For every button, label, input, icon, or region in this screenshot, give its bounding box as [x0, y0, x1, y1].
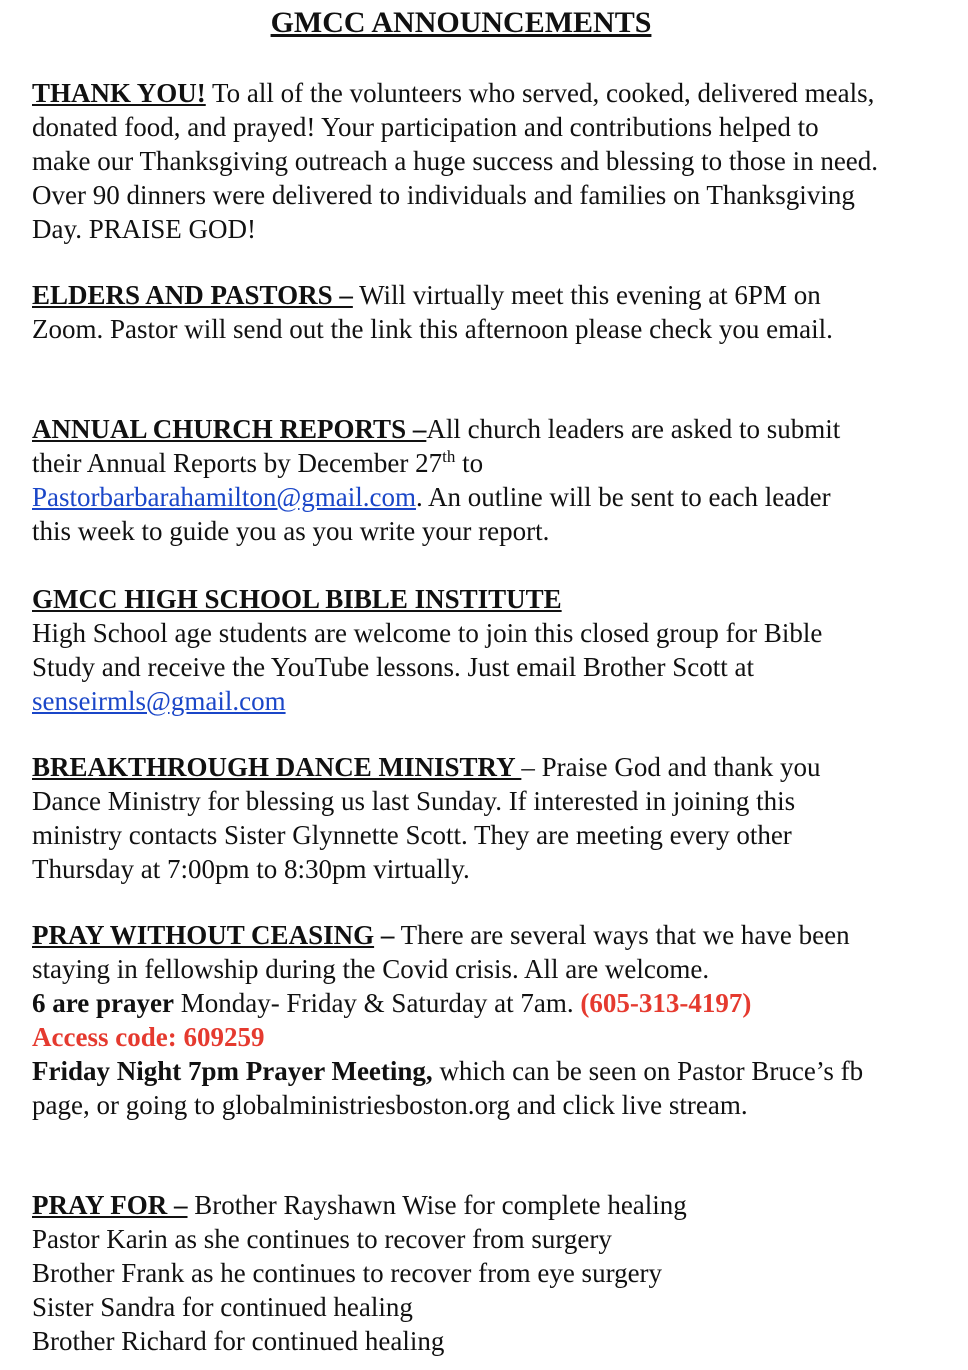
reports-section	[32, 412, 842, 548]
announcements-document	[32, 0, 932, 1356]
elders-heading: ELDERS AND PASTORS –	[32, 280, 353, 310]
pray-ceasing-section	[32, 918, 882, 1122]
pray-ceasing-heading: PRAY WITHOUT CEASING	[32, 920, 375, 950]
elders-section	[32, 278, 882, 346]
friday-prayer-line	[32, 1054, 882, 1122]
page-title: GMCC ANNOUNCEMENTS	[270, 6, 652, 39]
thank-you-body: To all of the volunteers who served, cooked, delivered meals, donated food, and prayed! Your participation and contributions helped to make our Thanksgiving outreach a huge success and blessing to those in need. Over 90 dinners were delivered to individuals and families on Thanksgiving Day. PRAISE GOD!	[32, 78, 879, 244]
pray-ceasing-dash: –	[374, 920, 395, 950]
pastor-email-link[interactable]: Pastorbarbarahamilton@gmail.com	[32, 482, 417, 512]
pray-for-heading: PRAY FOR –	[32, 1190, 188, 1220]
elders-body: Will virtually meet this evening at 6PM on Zoom. Pastor will send out the link this afternoon please check you email.	[32, 280, 833, 344]
pray-for-item: Brother Richard for continued healing	[32, 1326, 445, 1356]
reports-sup: th	[442, 447, 456, 466]
pray-for-item: Brother Frank as he continues to recover from eye surgery	[32, 1258, 663, 1288]
dance-heading: BREAKTHROUGH DANCE MINISTRY	[32, 752, 522, 782]
bible-institute-body: High School age students are welcome to join this closed group for Bible Study and receive the YouTube lessons. Just email Brother Scott at	[32, 618, 823, 682]
reports-body-2: to	[455, 448, 484, 478]
dance-section	[32, 750, 882, 886]
reports-heading: ANNUAL CHURCH REPORTS –	[32, 414, 427, 444]
reports-body-3: . An outline will be sent to each leader this week to guide you as you write your report.	[32, 482, 831, 546]
six-prayer-label: 6 are prayer	[32, 988, 174, 1018]
phone-number: (605-313-4197)	[580, 988, 752, 1018]
bible-institute-section	[32, 582, 882, 718]
friday-prayer-body: which can be seen on Pastor Bruce’s fb page, or going to globalministriesboston.org and click live stream.	[32, 1056, 864, 1120]
pray-for-line-1	[32, 1188, 882, 1222]
dance-body: – Praise God and thank you Dance Ministry for blessing us last Sunday. If interested in joining this ministry contacts Sister Glynnette Scott. They are meeting every other Thursday at 7:00pm to 8:30pm virtually.	[32, 752, 821, 884]
six-prayer-body: Monday- Friday & Saturday at 7am.	[173, 988, 581, 1018]
scott-email-link[interactable]: senseirmls@gmail.com	[32, 686, 286, 716]
pray-for-item: Brother Rayshawn Wise for complete healing	[187, 1190, 687, 1220]
pray-for-item: Pastor Karin as she continues to recover from surgery	[32, 1224, 612, 1254]
reports-body-1: All church leaders are asked to submit their Annual Reports by December 27	[32, 414, 841, 478]
friday-prayer-label: Friday Night 7pm Prayer Meeting,	[32, 1056, 433, 1086]
pray-for-section	[32, 1188, 882, 1358]
thank-you-heading: THANK YOU!	[32, 78, 206, 108]
pray-for-item: Sister Sandra for continued healing	[32, 1292, 413, 1322]
thank-you-section	[32, 76, 882, 246]
pray-ceasing-body: There are several ways that we have been staying in fellowship during the Covid crisis. All are welcome.	[32, 920, 850, 984]
access-code: Access code: 609259	[32, 1022, 265, 1052]
bible-institute-heading: GMCC HIGH SCHOOL BIBLE INSTITUTE	[32, 584, 562, 614]
six-prayer-line	[32, 986, 882, 1020]
